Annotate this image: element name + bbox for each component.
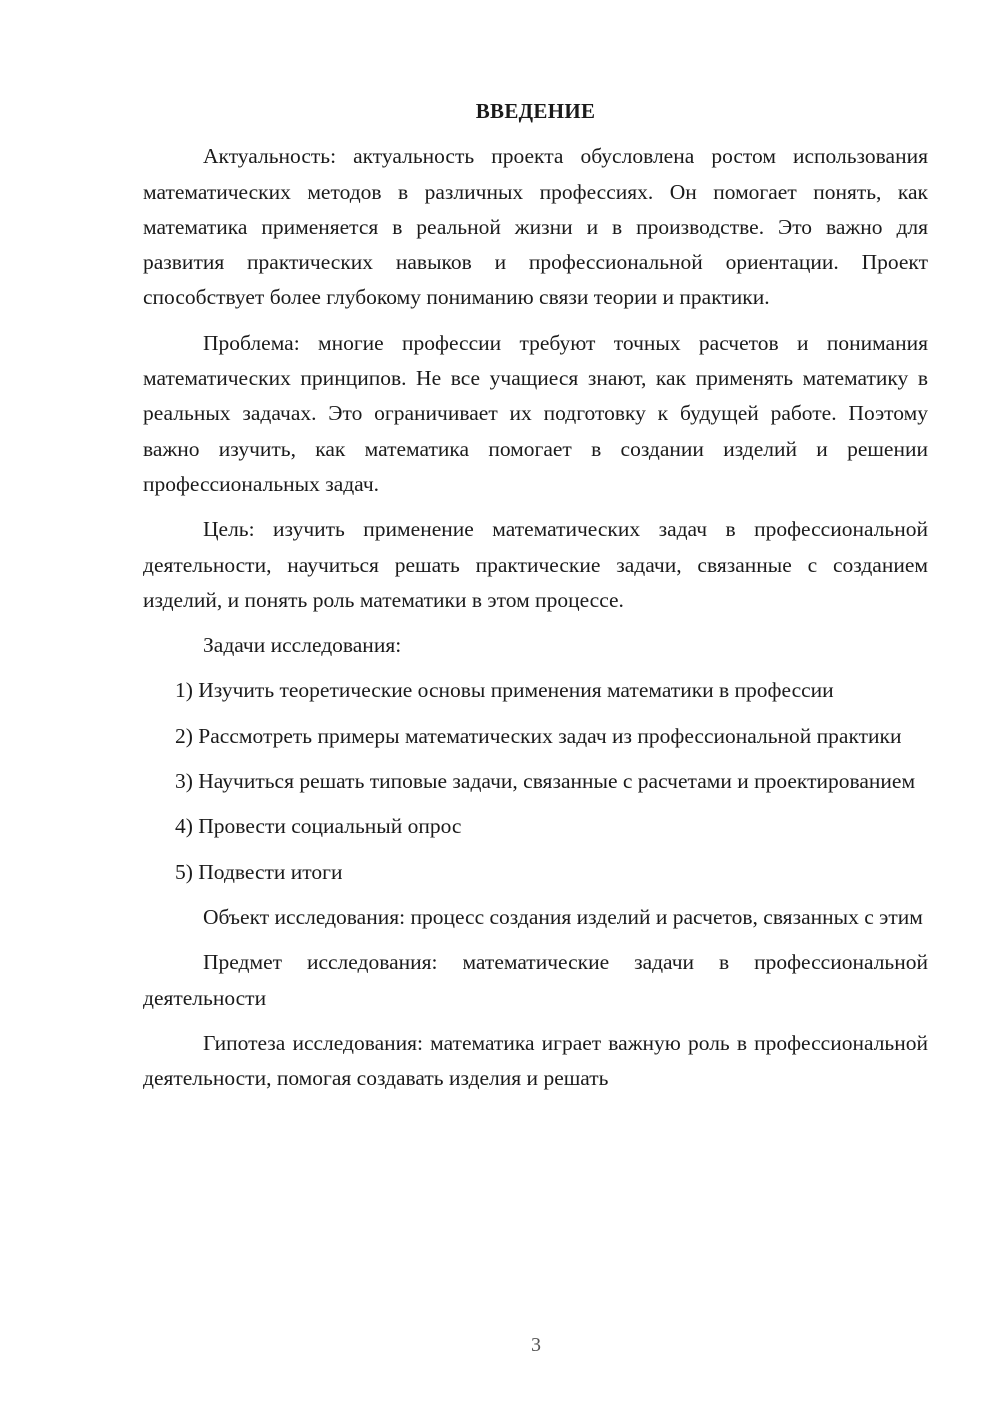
relevance-paragraph: Актуальность: актуальность проекта обусловлена ростом использования математических методов в различных профессиях. Он помогает понять, как математика применяется в реальной жизни и в производстве. Это важно для развития практических навыков и профессиональной ориентации. Проект способствует более глубокому пониманию связи теории и практики. <box>143 144 928 310</box>
task-item: 4) Провести социальный опрос <box>175 814 462 839</box>
page-number: 3 <box>531 1334 541 1356</box>
tasks-list <box>143 673 928 889</box>
task-item: 5) Подвести итоги <box>175 859 343 884</box>
goal-paragraph: Цель: изучить применение математических задач в профессиональной деятельности, научиться решать практические задачи, связанные с созданием изделий, и понять роль математики в этом процессе. <box>143 517 928 612</box>
hypothesis-paragraph: Гипотеза исследования: математика играет важную роль в профессиональной деятельности, помогая создавать изделия и решать <box>143 1030 928 1091</box>
task-item: 1) Изучить теоретические основы применения математики в профессии <box>175 678 834 703</box>
task-item: 3) Научиться решать типовые задачи, связанные с расчетами и проектированием <box>175 769 916 794</box>
task-item: 2) Рассмотреть примеры математических задач из профессиональной практики <box>175 723 902 748</box>
subject-paragraph: Предмет исследования: математические задачи в профессиональной деятельности <box>143 950 928 1010</box>
section-title: ВВЕДЕНИЕ <box>475 99 596 123</box>
object-paragraph: Объект исследования: процесс создания изделий и расчетов, связанных с этим <box>203 904 923 929</box>
document-page <box>143 94 928 1106</box>
problem-paragraph: Проблема: многие профессии требуют точных расчетов и понимания математических принципов. Не все учащиеся знают, как применять математику в реальных задачах. Это ограничивает их подготовку к будущей работе. Поэтому важно изучить, как математика помогает в создании изделий и решении профессиональных задач. <box>143 330 928 496</box>
tasks-heading: Задачи исследования: <box>203 633 402 658</box>
